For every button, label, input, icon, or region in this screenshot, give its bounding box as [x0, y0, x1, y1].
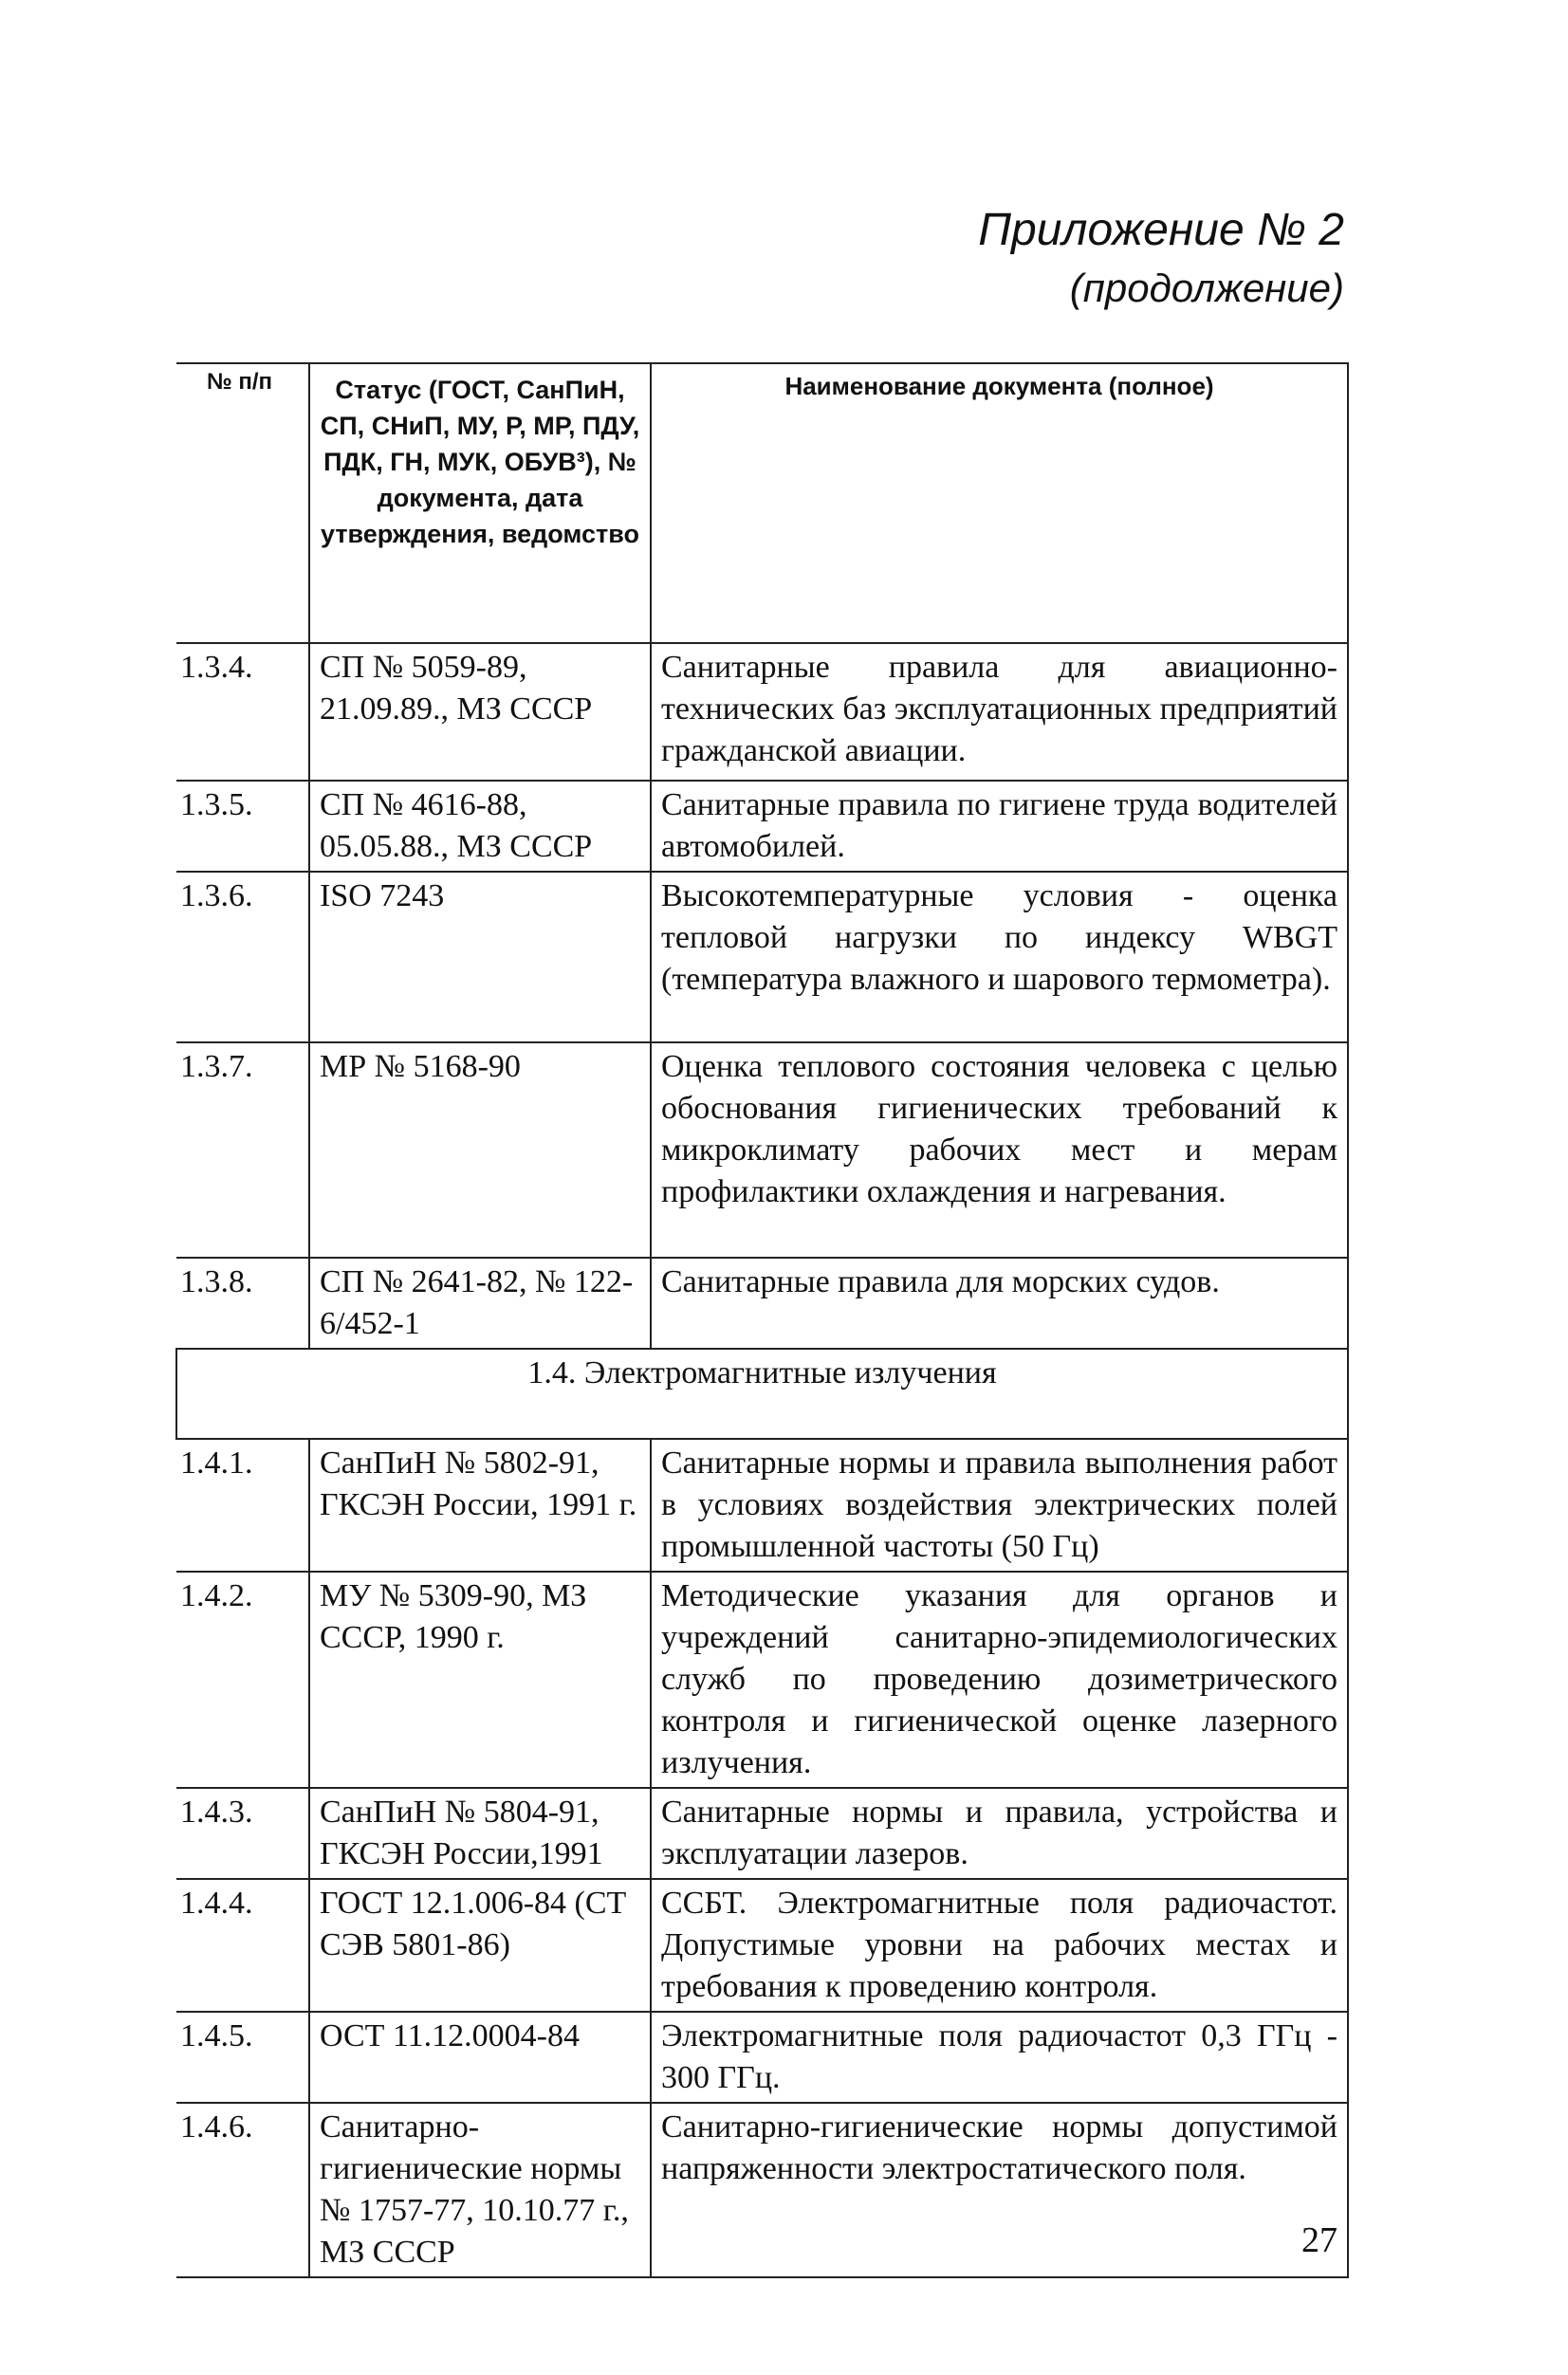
row-num: 1.4.6.: [176, 2103, 309, 2277]
row-status: СанПиН № 5804-91, ГКСЭН России,1991: [309, 1788, 651, 1879]
row-num: 1.3.7.: [176, 1042, 309, 1258]
row-name: Санитарные правила по гигиене труда водителей автомобилей.: [651, 781, 1348, 872]
row-status: СанПиН № 5802-91, ГКСЭН России, 1991 г.: [309, 1439, 651, 1572]
table-row: [176, 781, 1348, 872]
row-status: СП № 5059-89, 21.09.89., МЗ СССР: [309, 643, 651, 781]
row-name: Высокотемпературные условия - оценка тепловой нагрузки по индексу WBGT (температура влажного и шарового термометра).: [651, 872, 1348, 1042]
table-header-row: [176, 363, 1348, 643]
table-row: [176, 643, 1348, 781]
header-num: № п/п: [176, 363, 309, 643]
table-row: [176, 2103, 1348, 2277]
table-row: [176, 1258, 1348, 1349]
row-status: МР № 5168-90: [309, 1042, 651, 1258]
row-status: СП № 4616-88, 05.05.88., МЗ СССР: [309, 781, 651, 872]
row-name: Санитарные нормы и правила выполнения работ в условиях воздействия электрических полей промышленной частоты (50 Гц): [651, 1439, 1348, 1572]
documents-table: [175, 362, 1349, 2278]
table-row: [176, 1572, 1348, 1788]
table-row: [176, 1439, 1348, 1572]
row-num: 1.3.5.: [176, 781, 309, 872]
table-row: [176, 872, 1348, 1042]
row-num: 1.4.1.: [176, 1439, 309, 1572]
row-name: Электромагнитные поля радиочастот 0,3 ГГц - 300 ГГц.: [651, 2012, 1348, 2103]
table-row: [176, 1042, 1348, 1258]
row-name: Оценка теплового состояния человека с целью обоснования гигиенических требований к микроклимату рабочих мест и мерам профилактики охлаждения и нагревания.: [651, 1042, 1348, 1258]
table-row: [176, 1788, 1348, 1879]
section-row: [176, 1349, 1348, 1439]
row-status: СП № 2641-82, № 122-6/452-1: [309, 1258, 651, 1349]
header-status: Статус (ГОСТ, СанПиН, СП, СНиП, МУ, Р, МР, ПДУ, ПДК, ГН, МУК, ОБУВ³), № документа, дата утверждения, ведомство: [309, 363, 651, 643]
table-row: [176, 1879, 1348, 2012]
row-status: Санитарно-гигиенические нормы № 1757-77, 10.10.77 г., МЗ СССР: [309, 2103, 651, 2277]
appendix-title: Приложение № 2: [978, 205, 1344, 255]
page-number: 27: [1301, 2220, 1337, 2260]
row-name: Санитарно-гигиенические нормы допустимой напряженности электростатического поля.: [651, 2103, 1348, 2277]
section-title: 1.4. Электромагнитные излучения: [176, 1349, 1348, 1439]
row-num: 1.3.8.: [176, 1258, 309, 1349]
row-name: Санитарные нормы и правила, устройства и эксплуатации лазеров.: [651, 1788, 1348, 1879]
row-status: МУ № 5309-90, МЗ СССР, 1990 г.: [309, 1572, 651, 1788]
row-status: ISO 7243: [309, 872, 651, 1042]
row-num: 1.3.4.: [176, 643, 309, 781]
row-num: 1.4.3.: [176, 1788, 309, 1879]
row-name: Санитарные правила для авиационно-технических баз эксплуатационных предприятий гражданской авиации.: [651, 643, 1348, 781]
row-num: 1.4.4.: [176, 1879, 309, 2012]
row-name: Санитарные правила для морских судов.: [651, 1258, 1348, 1349]
row-status: ГОСТ 12.1.006-84 (СТ СЭВ 5801-86): [309, 1879, 651, 2012]
table-row: [176, 2012, 1348, 2103]
row-name: Методические указания для органов и учреждений санитарно-эпидемиологических служб по проведению дозиметрического контроля и гигиенической оценке лазерного излучения.: [651, 1572, 1348, 1788]
header-name: Наименование документа (полное): [651, 363, 1348, 643]
row-status: ОСТ 11.12.0004-84: [309, 2012, 651, 2103]
row-num: 1.4.2.: [176, 1572, 309, 1788]
row-num: 1.3.6.: [176, 872, 309, 1042]
row-name: ССБТ. Электромагнитные поля радиочастот. Допустимые уровни на рабочих местах и требования к проведению контроля.: [651, 1879, 1348, 2012]
row-num: 1.4.5.: [176, 2012, 309, 2103]
appendix-continuation: (продолжение): [1069, 266, 1344, 310]
